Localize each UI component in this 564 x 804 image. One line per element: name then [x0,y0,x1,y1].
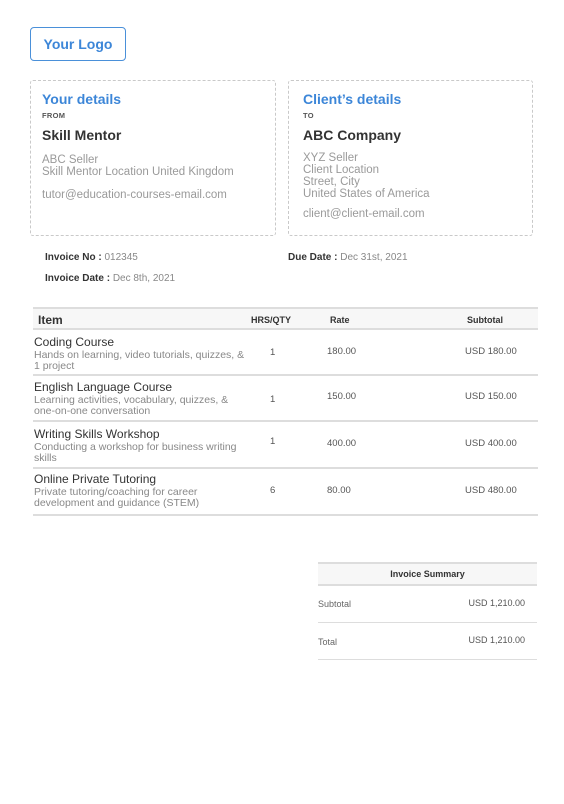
item-name: English Language Course [34,380,173,394]
item-subtotal: USD 480.00 [465,485,517,496]
item-description: Conducting a workshop for business writing skills [34,441,237,464]
items-table-header [33,307,538,330]
header-qty: HRS/QTY [251,315,292,325]
summary-subtotal-row [318,586,537,623]
item-qty: 1 [270,394,276,405]
invoice-number-value: 012345 [104,252,138,263]
header-rate: Rate [330,315,350,325]
item-description: Hands on learning, video tutorials, quizzes, & 1 project [34,349,245,372]
items-table [33,307,538,516]
item-name: Online Private Tutoring [34,472,157,486]
due-date [288,252,408,263]
summary-total-label: Total [318,637,338,647]
client-details-title: Client’s details [303,91,402,107]
invoice-date-label: Invoice Date : [45,273,111,284]
client-email: client@client-email.com [303,208,425,220]
item-description: Private tutoring/coaching for career development and guidance (STEM) [34,486,200,509]
your-details-card [30,80,276,236]
client-details-card [288,80,533,236]
item-rate: 80.00 [327,485,351,496]
seller-email: tutor@education-courses-email.com [42,189,227,201]
due-date-value: Dec 31st, 2021 [340,252,408,263]
item-name: Coding Course [34,335,115,349]
item-description: Learning activities, vocabulary, quizzes, & one-on-one conversation [34,394,229,417]
client-name: ABC Company [303,127,402,143]
item-qty: 1 [270,436,276,447]
header-item: Item [38,313,63,327]
due-date-label: Due Date : [288,252,338,263]
summary-total-value: USD 1,210.00 [468,635,525,645]
summary-subtotal-label: Subtotal [318,599,352,609]
client-address: XYZ Seller Client Location Street, City United States of America [303,152,430,200]
item-subtotal: USD 400.00 [465,438,517,449]
invoice-date-value: Dec 8th, 2021 [112,273,176,284]
item-subtotal: USD 150.00 [465,391,517,402]
item-subtotal: USD 180.00 [465,346,517,357]
invoice-summary-title: Invoice Summary [318,562,537,586]
item-rate: 180.00 [327,346,357,357]
item-rate: 150.00 [327,391,357,402]
to-label: TO [303,111,314,120]
invoice-number [45,252,138,263]
seller-name: Skill Mentor [42,127,122,143]
summary-subtotal-value: USD 1,210.00 [468,598,525,608]
item-name: Writing Skills Workshop [34,427,160,441]
from-label: FROM [42,111,66,120]
invoice-number-label: Invoice No : [45,252,102,263]
summary-total-row [318,623,537,660]
invoice-date [45,273,175,284]
logo-placeholder: Your Logo [30,27,126,61]
table-row [33,330,538,376]
seller-address: ABC Seller Skill Mentor Location United Kingdom [42,154,234,178]
invoice-summary [318,562,537,660]
item-qty: 1 [270,347,276,358]
table-row [33,422,538,469]
table-row [33,376,538,422]
item-qty: 6 [270,485,276,496]
item-rate: 400.00 [327,438,357,449]
header-subtotal: Subtotal [467,315,503,325]
table-row [33,469,538,516]
your-details-title: Your details [42,91,122,107]
